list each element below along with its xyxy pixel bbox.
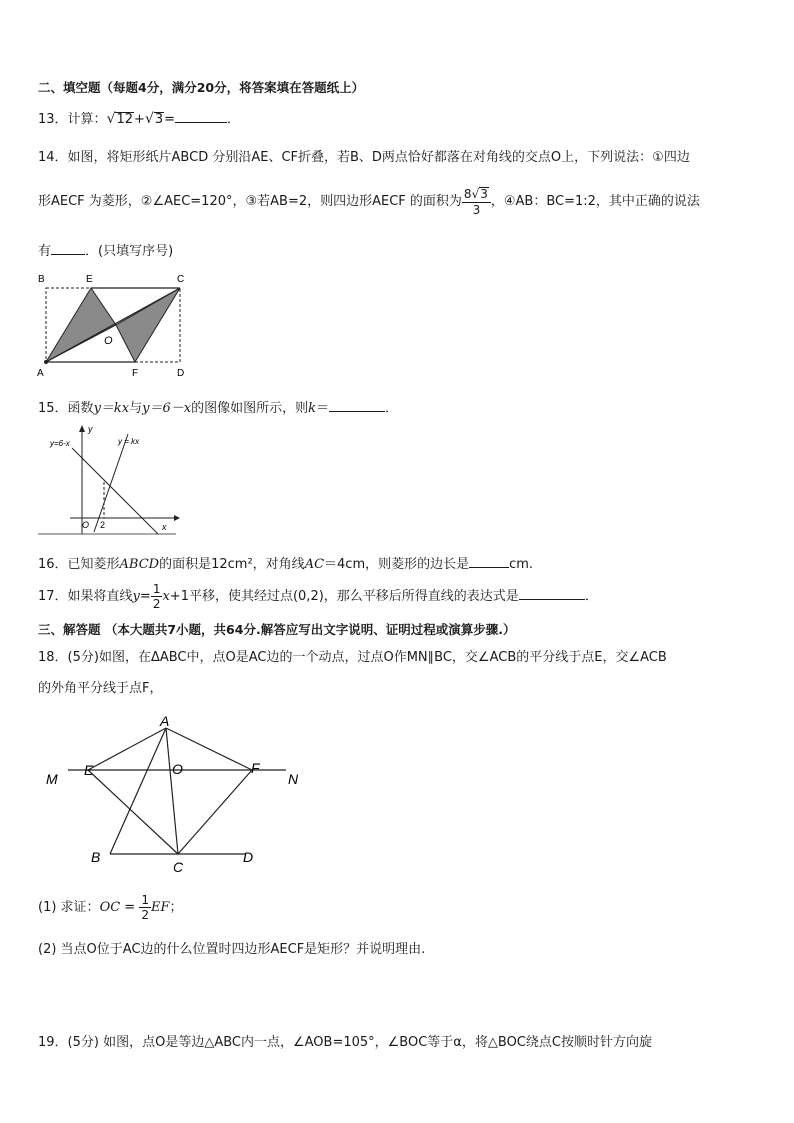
q18-label-A: A xyxy=(160,713,170,729)
q15-tick-label: 2 xyxy=(100,520,106,530)
question-17: 17．如果将直线y= $\frac{1}{2}$ x+1平移，使其经过点(0,2)，那么平移后所得直线的表达式是 ． xyxy=(38,582,598,611)
q15-line1-label: y=6-x xyxy=(50,439,70,448)
q18-triangle-figure xyxy=(40,712,320,880)
q15-x-axis-label: x xyxy=(162,522,167,532)
q14-label-C: C xyxy=(177,274,185,285)
q13-plus: + xyxy=(134,112,145,127)
q18-part-1: (1) 求证：OC = $\frac{1}{2}$ EF； xyxy=(38,893,183,922)
q18-label-C: C xyxy=(173,859,184,875)
q15-origin-label: O xyxy=(82,520,90,530)
question-15: 15．函数y＝kx与y＝6－x的图像如图所示，则k＝ ． xyxy=(38,401,399,416)
q13-radicand-1: 12 xyxy=(116,112,134,127)
q18-line-1: 18．(5分)如图，在ΔABC中，点O是AC边的一个动点，过点O作MN∥BC，交∠ACB的平分线于点E，交∠ACB xyxy=(38,650,667,665)
section-heading-fill-in: 二、填空题（每题4分，满分20分，将答案填在答题纸上） xyxy=(38,80,365,95)
q14-answer-blank[interactable] xyxy=(51,242,85,255)
q18-label-E: E xyxy=(84,762,94,778)
q18-label-M: M xyxy=(46,771,58,787)
q14-label-B: B xyxy=(38,274,45,285)
q14-label-F: F xyxy=(132,368,139,379)
q13-number: 13． xyxy=(38,112,68,127)
q14-label-O: O xyxy=(104,335,113,347)
q13-lead: 计算： xyxy=(67,112,107,127)
q14-label-D: D xyxy=(177,368,185,379)
q14-line-2: 形AECF 为菱形，②∠AEC=120°，③若AB=2，则四边形AECF 的面积为 $\frac{8√3}{3}$ ，④AB：BC=1:2，其中正确的说法 xyxy=(38,187,700,217)
q15-function-graph xyxy=(34,420,184,542)
q18-label-D: D xyxy=(243,849,254,865)
q18-label-O: O xyxy=(172,761,183,777)
section-heading-solve: 三、解答题 （本大题共7小题，共64分.解答应写出文字说明、证明过程或演算步骤.） xyxy=(38,622,516,637)
q15-answer-blank[interactable] xyxy=(329,399,385,412)
q15-line2-label: y = kx xyxy=(118,437,140,446)
q14-line-1: 14．如图，将矩形纸片ABCD 分别沿AE、CF折叠，若B、D两点恰好都落在对角线的交点O上，下列说法：①四边 xyxy=(38,150,690,165)
q14-area-fraction: $\frac{8√3}{3}$ xyxy=(462,187,491,216)
q18-label-F: F xyxy=(251,760,260,776)
q18-label-N: N xyxy=(288,771,299,787)
question-16: 16．已知菱形ABCD的面积是12cm²，对角线AC＝4cm，则菱形的边长是 cm. xyxy=(38,557,534,572)
q19-line-1: 19．(5分) 如图，点O是等边△ABC内一点，∠AOB=105°，∠BOC等于α，将△BOC绕点C按顺时针方向旋 xyxy=(38,1035,652,1050)
q14-line-3: 有 ．(只填写序号) xyxy=(38,244,174,259)
q13-radicand-2: 3 xyxy=(154,112,164,127)
q14-label-E: E xyxy=(86,274,93,285)
q17-answer-blank[interactable] xyxy=(519,587,585,600)
question-13: 13．计算：√12+√3= ． xyxy=(38,111,241,127)
q16-answer-blank[interactable] xyxy=(469,555,509,568)
q13-answer-blank[interactable] xyxy=(175,110,227,123)
q15-y-axis-label: y xyxy=(88,424,93,434)
q18-part-2: (2) 当点O位于AC边的什么位置时四边形AECF是矩形？并说明理由. xyxy=(38,942,426,957)
q14-rectangle-figure xyxy=(34,270,194,380)
q18-line-2: 的外角平分线于点F， xyxy=(38,681,163,696)
q14-label-A: A xyxy=(37,368,44,379)
q13-equals: = xyxy=(164,112,176,127)
q18-label-B: B xyxy=(91,849,101,865)
